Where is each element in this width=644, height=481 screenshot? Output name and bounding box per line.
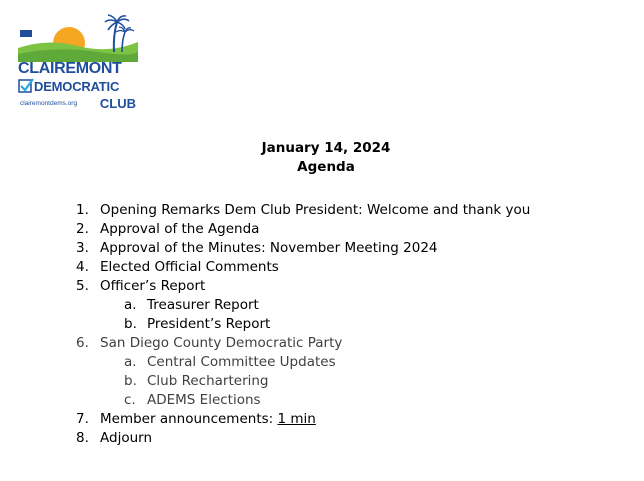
agenda-subitem [76, 391, 636, 410]
item-text: Member announcements: [100, 411, 278, 427]
item-text: Approval of the Minutes: November Meeting 2024 [100, 240, 438, 256]
logo-club: CLUB [99, 96, 136, 111]
item-text: Elected Official Comments [100, 259, 279, 275]
time-limit: 1 min [277, 411, 316, 427]
logo-democratic: DEMOCRATIC [34, 79, 120, 94]
agenda-item [76, 201, 636, 220]
subitem-text: ADEMS Elections [147, 392, 261, 408]
item-number: 6. [76, 335, 89, 351]
agenda-list [76, 201, 636, 448]
logo-line-democratic [18, 78, 138, 96]
item-text: San Diego County Democratic Party [100, 335, 343, 351]
item-number: 1. [76, 202, 89, 218]
item-number: 5. [76, 278, 89, 294]
checkbox-icon [18, 78, 34, 94]
logo-name: CLAIREMONT [18, 60, 122, 77]
subitem-letter: b. [124, 373, 137, 389]
item-number: 8. [76, 430, 89, 446]
item-number: 7. [76, 411, 89, 427]
item-number: 2. [76, 221, 89, 237]
item-text: Officer’s Report [100, 278, 206, 294]
subitem-letter: c. [124, 392, 136, 408]
subitem-text: President’s Report [147, 316, 271, 332]
agenda-item [76, 239, 636, 258]
subitem-letter: a. [124, 354, 137, 370]
agenda-subitem [76, 296, 636, 315]
agenda-item [76, 277, 636, 296]
subitem-letter: b. [124, 316, 137, 332]
subitem-text: Central Committee Updates [147, 354, 336, 370]
logo-url: clairemontdems.org [20, 100, 78, 107]
agenda-subitem [76, 315, 636, 334]
club-logo [18, 10, 138, 112]
item-text-wrapper [100, 410, 316, 429]
item-number: 4. [76, 259, 89, 275]
agenda-item [76, 220, 636, 239]
subitem-text: Club Rechartering [147, 373, 269, 389]
logo-graphic [18, 10, 138, 62]
agenda-subitem [76, 353, 636, 372]
item-text: Adjourn [100, 430, 153, 446]
agenda-item [76, 258, 636, 277]
agenda-item [76, 334, 636, 353]
subitem-letter: a. [124, 297, 137, 313]
item-number: 3. [76, 240, 89, 256]
meeting-date: January 14, 2024 [261, 140, 391, 156]
agenda-item [76, 429, 636, 448]
subitem-text: Treasurer Report [147, 297, 259, 313]
logo-line-club [18, 96, 138, 112]
item-text: Opening Remarks Dem Club President: Welcome and thank you [100, 202, 531, 218]
item-text: Approval of the Agenda [100, 221, 260, 237]
agenda-header [0, 139, 644, 177]
agenda-title: Agenda [297, 159, 355, 175]
agenda-subitem [76, 372, 636, 391]
agenda-item [76, 410, 636, 429]
